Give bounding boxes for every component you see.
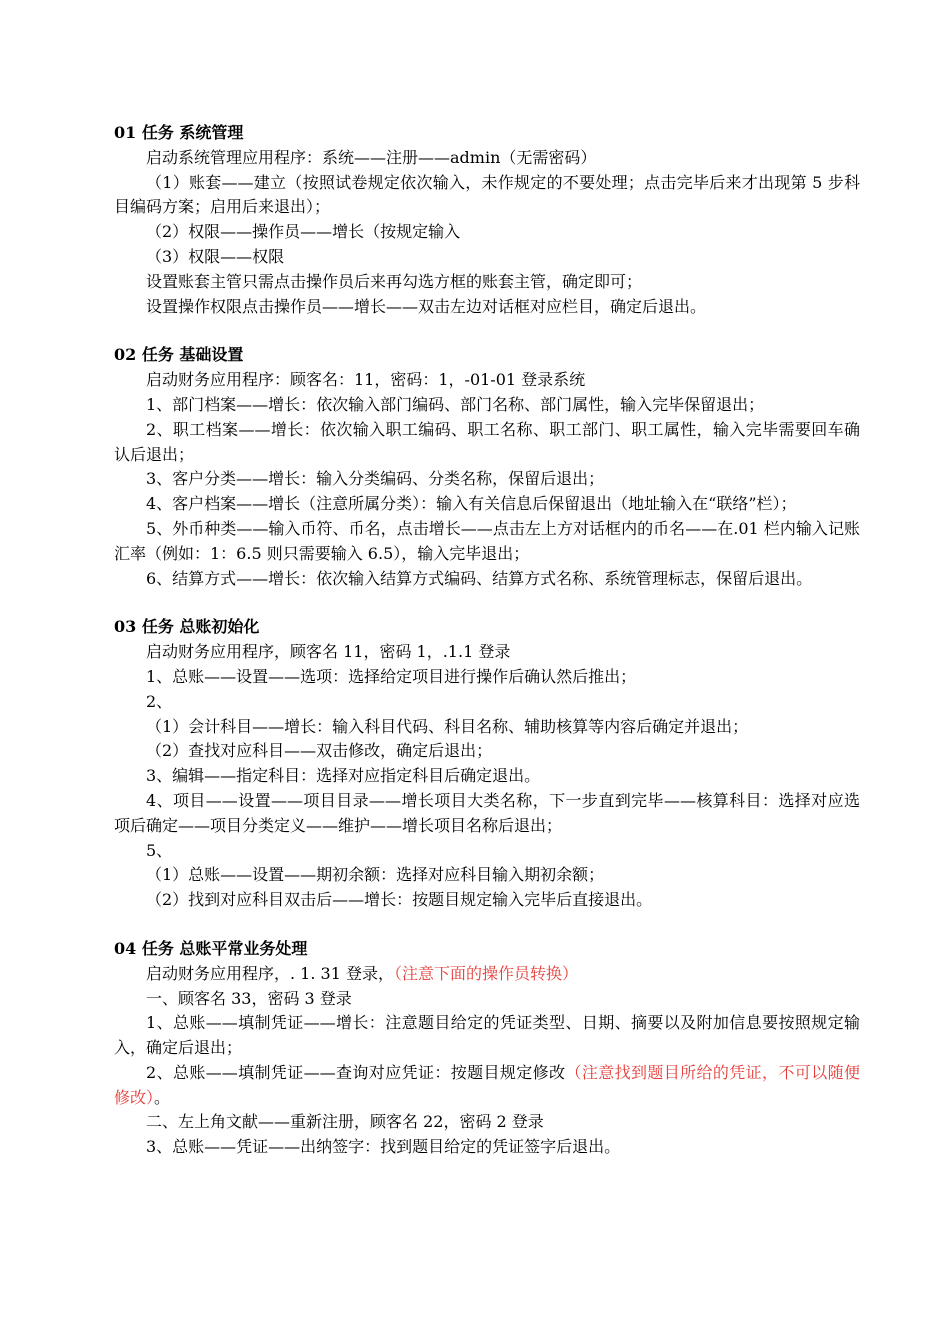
paragraph: 3、总账——凭证——出纳签字：找到题目给定的凭证签字后退出。 (146, 1137, 621, 1157)
paragraph: 1、总账——设置——选项：选择给定项目进行操作后确认然后推出； (146, 666, 637, 686)
paragraph: 1、总账——填制凭证——增长：注意题目给定的凭证类型、日期、摘要以及附加信息要按照规定输入，确定后退出； (114, 1013, 860, 1058)
paragraph: 5、 (146, 840, 173, 860)
paragraph: （1）账套——建立（按照试卷规定依次输入，未作规定的不要处理；点击完毕后来才出现第 5 步科目编码方案；启用后来退出）； (114, 172, 860, 217)
section-01 (114, 121, 860, 319)
paragraph: 3、编辑——指定科目：选择对应指定科目后确定退出。 (146, 766, 541, 786)
section-heading: 02 任务 基础设置 (114, 345, 244, 365)
paragraph: 设置操作权限点击操作员——增长——双击左边对话框对应栏目，确定后退出。 (146, 296, 707, 316)
operator-switch-note: （注意下面的操作员转换） (393, 963, 578, 983)
section-02 (114, 343, 860, 591)
paragraph-text: 2、总账——填制凭证——查询对应凭证：按题目规定修改 (146, 1062, 566, 1082)
paragraph: 6、结算方式——增长：依次输入结算方式编码、结算方式名称、系统管理标志，保留后退出。 (146, 568, 813, 588)
paragraph: 启动财务应用程序：顾客名：11，密码：1，-01-01 登录系统 (146, 370, 586, 390)
paragraph: 一、顾客名 33，密码 3 登录 (146, 988, 352, 1008)
paragraph: 启动财务应用程序，顾客名 11，密码 1，.1.1 登录 (146, 642, 511, 662)
paragraph: 2、 (146, 691, 173, 711)
paragraph: 5、外币种类——输入币符、币名，点击增长——点击左上方对话框内的币名——在.01 栏内输入记账汇率（例如：1：6.5 则只需要输入 6.5），输入完毕退出； (114, 518, 860, 563)
paragraph: 启动系统管理应用程序：系统——注册——admin（无需密码） (146, 147, 597, 167)
paragraph (114, 962, 860, 987)
document-page (114, 121, 860, 1160)
section-04 (114, 937, 860, 1160)
paragraph: 3、客户分类——增长：输入分类编码、分类名称，保留后退出； (146, 469, 605, 489)
paragraph: 设置账套主管只需点击操作员后来再勾选方框的账套主管，确定即可； (146, 271, 643, 291)
paragraph: 2、职工档案——增长：依次输入职工编码、职工名称、职工部门、职工属性，输入完毕需要回车确认后退出； (114, 419, 860, 464)
paragraph: （1）总账——设置——期初余额：选择对应科目输入期初余额； (146, 865, 605, 885)
section-heading: 03 任务 总账初始化 (114, 617, 260, 637)
section-heading: 04 任务 总账平常业务处理 (114, 938, 308, 958)
paragraph: （3）权限——权限 (146, 246, 285, 266)
section-03 (114, 615, 860, 913)
paragraph: （2）查找对应科目——双击修改，确定后退出； (146, 741, 493, 761)
paragraph: 4、项目——设置——项目目录——增长项目大类名称，下一步直到完毕——核算科目：选择对应选项后确定——项目分类定义——维护——增长项目名称后退出； (114, 790, 860, 835)
paragraph (114, 1061, 860, 1111)
paragraph: （2）权限——操作员——增长（按规定输入 (146, 222, 461, 242)
paragraph: （2）找到对应科目双击后——增长：按题目规定输入完毕后直接退出。 (146, 890, 653, 910)
voucher-warning-note: （注意找到题目所给的凭证，不可以随便修改） (114, 1062, 860, 1107)
paragraph: 4、客户档案——增长（注意所属分类）：输入有关信息后保留退出（地址输入在“联络”栏）； (146, 494, 797, 514)
paragraph: （1）会计科目——增长：输入科目代码、科目名称、辅助核算等内容后确定并退出； (146, 716, 749, 736)
paragraph-text: 启动财务应用程序，. 1. 31 登录， (146, 963, 394, 983)
section-heading: 01 任务 系统管理 (114, 123, 244, 142)
paragraph-end: 。 (154, 1087, 171, 1107)
paragraph: 1、部门档案——增长：依次输入部门编码、部门名称、部门属性，输入完毕保留退出； (146, 394, 765, 414)
paragraph: 二、左上角文献——重新注册，顾客名 22，密码 2 登录 (146, 1112, 544, 1132)
